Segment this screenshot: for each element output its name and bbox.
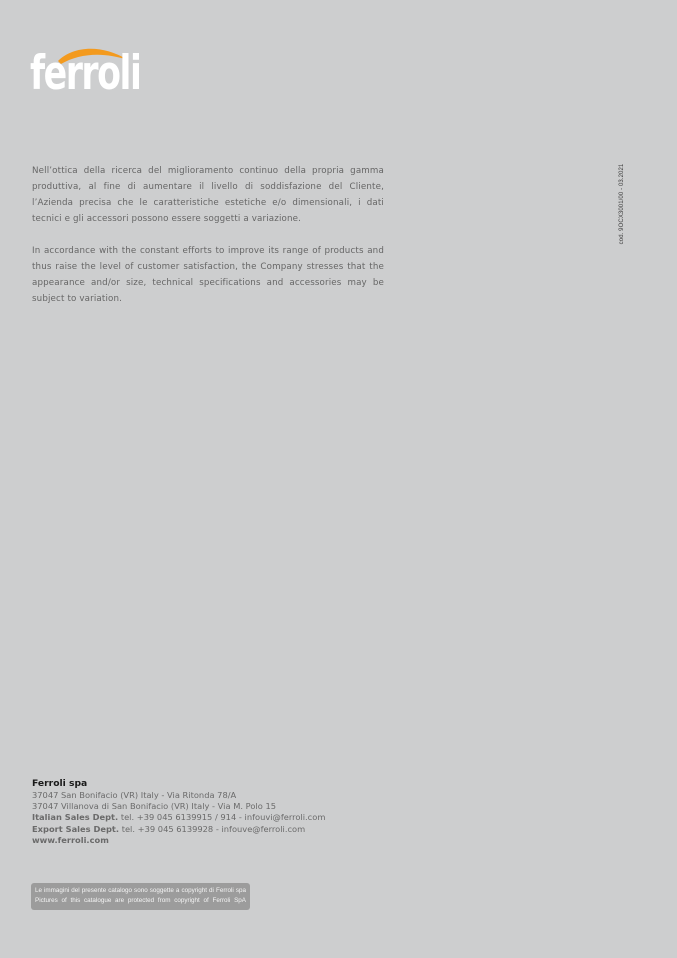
copyright-italian: Le immagini del presente catalogo sono soggette a copyright di Ferroli spa: [35, 887, 246, 894]
export-sales-line: [32, 824, 325, 835]
notice-italian: Nell’ottica della ricerca del miglioramento continuo della propria gamma produttiva, al fine di aumentare il livello di soddisfazione del Cliente, l’Azienda precisa che le caratteristiche estetiche e/o dimensionali, i dati tecnici e gli accessori possono essere soggetti a variazione.: [32, 166, 384, 224]
italian-sales-line: [32, 812, 325, 823]
ferroli-logo: [28, 44, 160, 108]
address-line-2: 37047 Villanova di San Bonifacio (VR) Italy - Via M. Polo 15: [32, 801, 276, 812]
notice-english: In accordance with the constant efforts to improve its range of products and thus raise the level of customer satisfaction, the Company stresses that the appearance and/or size, technical specifications and accessories may be subject to variation.: [32, 246, 384, 304]
export-sales-label: Export Sales Dept.: [32, 823, 120, 834]
logo-wordmark: ferroli: [30, 46, 141, 101]
copyright-english: Pictures of this catalogue are protected from copyright of Ferroli SpA: [35, 897, 246, 904]
address-line-1: 37047 San Bonifacio (VR) Italy - Via Ritonda 78/A: [32, 790, 237, 800]
italian-sales-contact: tel. +39 045 6139915 / 914 - infouvi@ferroli.com: [118, 812, 326, 823]
italian-sales-label: Italian Sales Dept.: [32, 812, 119, 823]
website-link[interactable]: www.ferroli.com: [32, 834, 109, 845]
export-sales-contact: tel. +39 045 6139928 - infouve@ferroli.com: [119, 823, 306, 834]
copyright-notice: [31, 883, 250, 910]
company-footer: [32, 778, 325, 846]
company-name: Ferroli spa: [32, 778, 88, 789]
document-code: cod. 9OCX3001/00 - 03.2021: [619, 163, 625, 245]
